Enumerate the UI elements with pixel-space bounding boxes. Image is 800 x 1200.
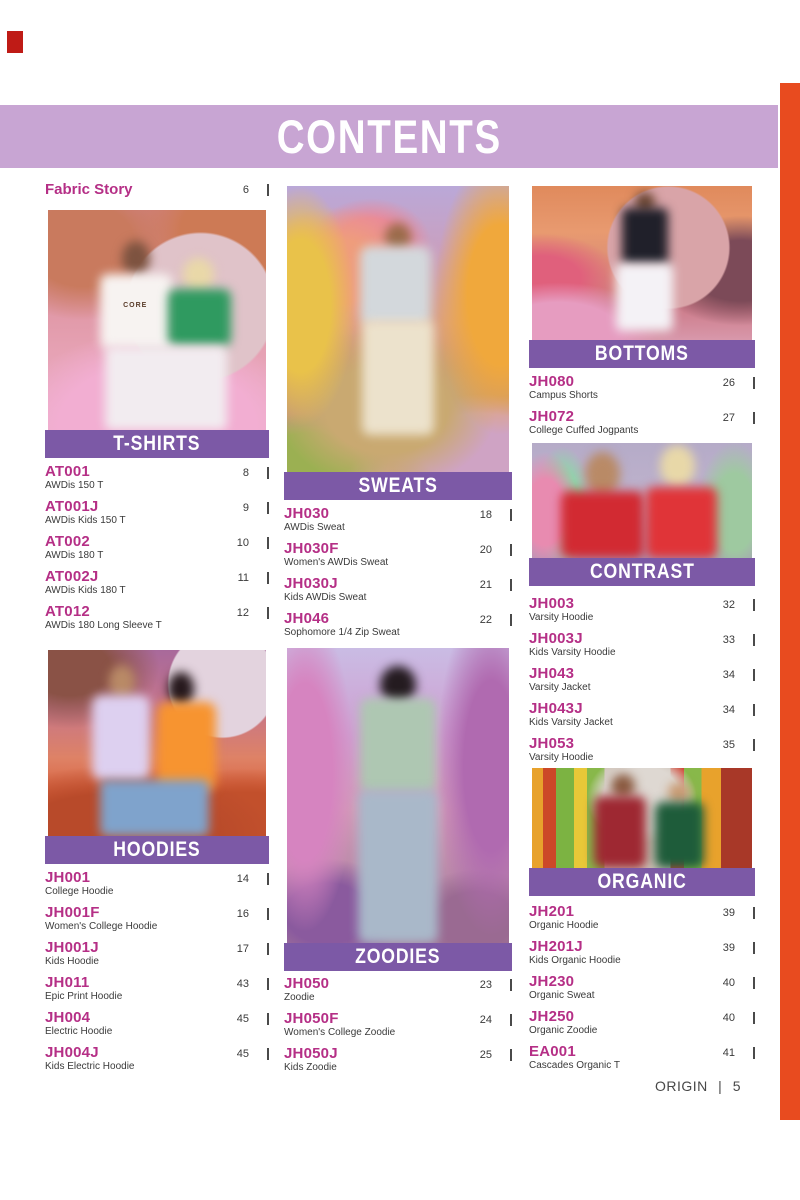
photo-figure <box>122 241 150 276</box>
product-code: AT002 <box>45 533 90 550</box>
page-number: 26 <box>722 377 735 389</box>
orange-edge-stripe <box>780 83 800 1120</box>
product-code: AT012 <box>45 603 90 620</box>
list-item <box>45 905 269 933</box>
product-code: JH003 <box>529 595 575 612</box>
product-code: JH001F <box>45 904 100 921</box>
list-item <box>45 1010 269 1038</box>
list-item <box>284 576 512 604</box>
photo-figure <box>105 346 227 430</box>
hoodies-section-banner <box>45 836 269 864</box>
product-name: Varsity Hoodie <box>529 752 594 763</box>
list-item <box>529 409 755 437</box>
separator-bar <box>753 412 755 424</box>
product-code: JH043 <box>529 665 575 682</box>
list-item <box>284 1046 512 1074</box>
product-name: Women's College Hoodie <box>45 921 158 932</box>
page-number: 39 <box>722 907 735 919</box>
product-code: JH080 <box>529 373 575 390</box>
product-code: JH003J <box>529 630 583 647</box>
product-name: Kids Varsity Jacket <box>529 717 613 728</box>
list-item <box>45 569 269 597</box>
product-name: Campus Shorts <box>529 390 598 401</box>
photo-figure <box>646 487 716 558</box>
separator-bar <box>753 634 755 646</box>
bottoms-photo <box>532 186 752 340</box>
product-code: JH030J <box>284 575 338 592</box>
product-name: AWDis Sweat <box>284 522 345 533</box>
product-code: JH011 <box>45 974 90 991</box>
photo-figure <box>183 258 214 291</box>
product-code: JH250 <box>529 1008 575 1025</box>
separator-bar <box>510 979 512 991</box>
page-number: 34 <box>722 669 735 681</box>
photo-figure <box>100 274 172 349</box>
list-item <box>45 464 269 492</box>
list-item <box>45 534 269 562</box>
page-number: 45 <box>236 1048 249 1060</box>
separator-bar <box>267 978 269 990</box>
tshirts-list <box>45 464 269 639</box>
separator-bar <box>753 1047 755 1059</box>
fabric-story-row <box>45 181 269 199</box>
list-item <box>284 541 512 569</box>
page-number: 40 <box>722 977 735 989</box>
page-number: 17 <box>236 943 249 955</box>
tshirts-photo <box>48 210 266 430</box>
tshirts-section-banner <box>45 430 269 458</box>
organic-list <box>529 904 755 1079</box>
separator-bar <box>267 943 269 955</box>
product-name: College Cuffed Jogpants <box>529 425 639 436</box>
page-number: 39 <box>722 942 735 954</box>
product-name: Cascades Organic T <box>529 1060 620 1071</box>
product-name: Varsity Hoodie <box>529 612 594 623</box>
page-number: 22 <box>479 614 492 626</box>
photo-figure <box>585 452 620 496</box>
product-name: AWDis Kids 150 T <box>45 515 126 526</box>
photo-figure <box>92 695 151 781</box>
photo-figure <box>168 672 194 705</box>
product-code: JH046 <box>284 610 330 627</box>
section-title: ZOODIES <box>355 945 441 968</box>
list-item <box>284 506 512 534</box>
separator-bar <box>510 579 512 591</box>
section-title: T-SHIRTS <box>113 432 201 455</box>
product-name: Kids Electric Hoodie <box>45 1061 135 1072</box>
product-code: JH050 <box>284 975 330 992</box>
bottoms-section-banner <box>529 340 755 368</box>
hoodies-photo <box>48 650 266 836</box>
separator-bar <box>753 599 755 611</box>
sweats-list <box>284 506 512 646</box>
list-item <box>529 974 755 1002</box>
organic-section-banner <box>529 868 755 896</box>
product-name: Women's AWDis Sweat <box>284 557 389 568</box>
left-column <box>45 0 269 1200</box>
photo-figure <box>362 320 433 434</box>
separator-bar <box>510 509 512 521</box>
page-number: 35 <box>722 739 735 751</box>
page-number: 16 <box>236 908 249 920</box>
section-title: ORGANIC <box>597 870 687 893</box>
page-number: 33 <box>722 634 735 646</box>
separator-bar <box>267 184 269 196</box>
photo-figure <box>668 782 690 804</box>
photo-figure <box>611 774 635 798</box>
list-item <box>284 976 512 1004</box>
product-code: JH050F <box>284 1010 339 1027</box>
product-code: JH201J <box>529 938 583 955</box>
photo-figure <box>594 796 647 868</box>
list-item <box>284 1011 512 1039</box>
page-number: 40 <box>722 1012 735 1024</box>
list-item <box>529 1044 755 1072</box>
page-number: 10 <box>236 537 249 549</box>
separator-bar <box>267 908 269 920</box>
list-item <box>529 596 755 624</box>
tee-graphic-text: CORE <box>123 302 148 310</box>
separator-bar <box>267 467 269 479</box>
separator-bar <box>510 1014 512 1026</box>
zoodies-list <box>284 976 512 1081</box>
brand-name: ORIGIN <box>655 1078 708 1094</box>
page-number: 32 <box>722 599 735 611</box>
contrast-section-banner <box>529 558 755 586</box>
separator-bar <box>753 907 755 919</box>
separator-bar <box>510 544 512 556</box>
product-name: Organic Zoodie <box>529 1025 598 1036</box>
product-code: JH004J <box>45 1044 99 1061</box>
product-name: Organic Hoodie <box>529 920 599 931</box>
photo-figure <box>358 790 438 943</box>
page-number: 24 <box>479 1014 492 1026</box>
list-item <box>529 666 755 694</box>
separator-bar <box>267 537 269 549</box>
photo-figure <box>100 780 209 836</box>
page-number: 25 <box>479 1049 492 1061</box>
list-item <box>45 1045 269 1073</box>
page-number: 18 <box>479 509 492 521</box>
fabric-story-label: Fabric Story <box>45 181 133 198</box>
separator-bar <box>267 607 269 619</box>
product-code: AT001J <box>45 498 99 515</box>
product-name: College Hoodie <box>45 886 114 897</box>
list-item <box>529 701 755 729</box>
page-number: 8 <box>242 467 249 479</box>
product-code: JH050J <box>284 1045 338 1062</box>
separator-bar <box>753 739 755 751</box>
product-code: JH001J <box>45 939 99 956</box>
middle-column <box>284 0 512 1200</box>
photo-figure <box>561 491 645 558</box>
list-item <box>529 374 755 402</box>
list-item <box>529 904 755 932</box>
product-code: EA001 <box>529 1043 576 1060</box>
product-name: Kids Hoodie <box>45 956 99 967</box>
product-name: Electric Hoodie <box>45 1026 113 1037</box>
page-number: 20 <box>479 544 492 556</box>
photo-figure <box>360 246 431 326</box>
product-code: JH001 <box>45 869 91 886</box>
sweats-section-banner <box>284 472 512 500</box>
page-number: 21 <box>479 579 492 591</box>
photo-figure <box>655 802 703 868</box>
product-code: AT002J <box>45 568 99 585</box>
separator-bar <box>267 572 269 584</box>
product-name: Organic Sweat <box>529 990 595 1001</box>
corner-red-mark <box>7 31 23 53</box>
hoodies-list <box>45 870 269 1080</box>
product-code: JH043J <box>529 700 583 717</box>
zoodies-section-banner <box>284 943 512 971</box>
product-code: JH004 <box>45 1009 91 1026</box>
product-code: JH030F <box>284 540 339 557</box>
product-name: Zoodie <box>284 992 315 1003</box>
section-title: CONTRAST <box>589 560 695 583</box>
list-item <box>45 870 269 898</box>
list-item <box>45 975 269 1003</box>
page-number: 11 <box>237 572 249 584</box>
photo-figure <box>622 208 668 267</box>
product-code: JH053 <box>529 735 575 752</box>
footer-separator: | <box>718 1078 723 1094</box>
product-name: Varsity Jacket <box>529 682 591 693</box>
photo-figure <box>360 698 435 792</box>
product-code: JH030 <box>284 505 330 522</box>
folio-page-number: 5 <box>732 1078 741 1094</box>
zoodies-photo <box>287 648 509 943</box>
product-name: AWDis 180 Long Sleeve T <box>45 620 162 631</box>
sweats-photo <box>287 186 509 472</box>
product-name: Sophomore 1/4 Zip Sweat <box>284 627 400 638</box>
page-footer <box>529 1078 755 1094</box>
organic-photo <box>532 768 752 868</box>
page-number: 41 <box>722 1047 735 1059</box>
photo-figure <box>660 445 695 486</box>
product-name: Epic Print Hoodie <box>45 991 123 1002</box>
product-code: JH230 <box>529 973 575 990</box>
section-title: HOODIES <box>113 838 201 861</box>
list-item <box>45 604 269 632</box>
product-name: Kids AWDis Sweat <box>284 592 367 603</box>
page-number: 12 <box>236 607 249 619</box>
list-item <box>529 736 755 764</box>
product-name: Women's College Zoodie <box>284 1027 396 1038</box>
separator-bar <box>753 377 755 389</box>
right-column <box>529 0 755 1200</box>
section-title: SWEATS <box>358 474 438 497</box>
product-code: AT001 <box>45 463 90 480</box>
product-code: JH072 <box>529 408 575 425</box>
list-item <box>529 631 755 659</box>
list-item <box>529 1009 755 1037</box>
fabric-story-page: 6 <box>242 184 249 196</box>
photo-figure <box>157 702 216 791</box>
contrast-list <box>529 596 755 771</box>
product-name: Kids Organic Hoodie <box>529 955 621 966</box>
list-item <box>45 499 269 527</box>
page-number: 45 <box>236 1013 249 1025</box>
photo-figure <box>109 665 135 698</box>
separator-bar <box>267 1013 269 1025</box>
page-title: CONTENTS <box>276 110 502 163</box>
separator-bar <box>753 977 755 989</box>
product-name: AWDis 180 T <box>45 550 104 561</box>
section-title: BOTTOMS <box>595 342 689 365</box>
page-number: 23 <box>479 979 492 991</box>
photo-figure <box>616 263 673 331</box>
product-name: AWDis 150 T <box>45 480 104 491</box>
list-item <box>45 940 269 968</box>
product-name: AWDis Kids 180 T <box>45 585 126 596</box>
page-number: 14 <box>236 873 249 885</box>
separator-bar <box>753 669 755 681</box>
page-number: 43 <box>236 978 249 990</box>
product-name: Kids Varsity Hoodie <box>529 647 616 658</box>
separator-bar <box>510 1049 512 1061</box>
list-item <box>529 939 755 967</box>
separator-bar <box>753 1012 755 1024</box>
contrast-photo <box>532 443 752 558</box>
page-number: 34 <box>722 704 735 716</box>
product-name: Kids Zoodie <box>284 1062 337 1073</box>
separator-bar <box>267 502 269 514</box>
separator-bar <box>267 1048 269 1060</box>
product-code: JH201 <box>529 903 575 920</box>
separator-bar <box>753 942 755 954</box>
list-item <box>284 611 512 639</box>
separator-bar <box>510 614 512 626</box>
separator-bar <box>267 873 269 885</box>
bottoms-list <box>529 374 755 444</box>
page-number: 27 <box>722 412 735 424</box>
page-number: 9 <box>242 502 249 514</box>
separator-bar <box>753 704 755 716</box>
photo-figure <box>168 289 231 346</box>
